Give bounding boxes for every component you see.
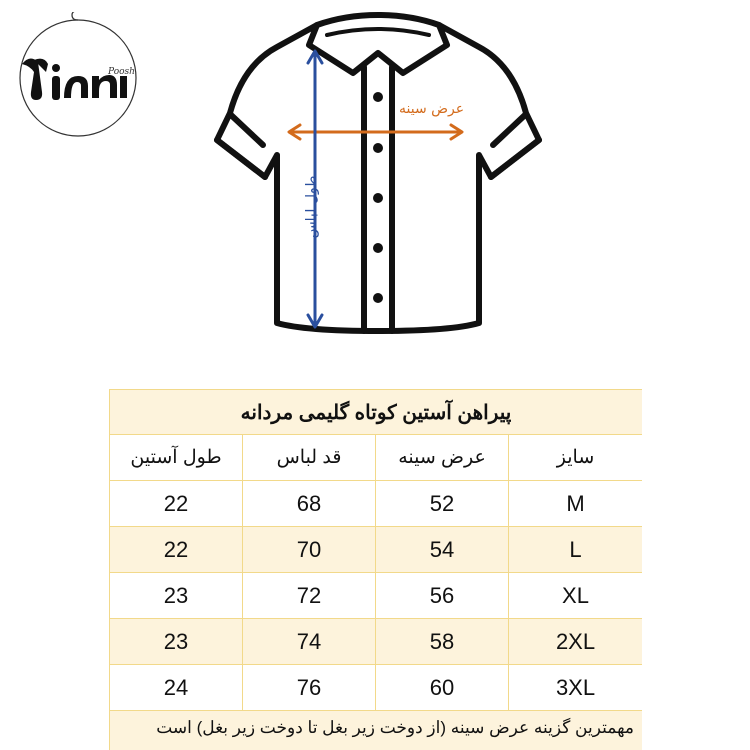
length-cell: 74	[243, 619, 376, 665]
chest-cell: 54	[376, 527, 509, 573]
sleeve-cell: 23	[110, 573, 243, 619]
button-icon	[373, 193, 383, 203]
sleeve-cell: 22	[110, 527, 243, 573]
logo-graphic	[12, 12, 144, 140]
table-row	[110, 619, 643, 665]
sleeve-cell: 24	[110, 665, 243, 711]
logo-tag: Poosh	[108, 67, 135, 77]
table-row	[110, 481, 643, 527]
button-icon	[373, 243, 383, 253]
chest-width-label: عرض سینه	[399, 101, 465, 117]
chest-cell: 56	[376, 573, 509, 619]
table-title: پیراهن آستین کوتاه گلیمی مردانه	[110, 390, 643, 435]
size-cell: 2XL	[509, 619, 642, 665]
chest-cell: 60	[376, 665, 509, 711]
column-header-sleeve: طول آستین	[110, 435, 243, 481]
button-icon	[373, 293, 383, 303]
size-cell: 3XL	[509, 665, 642, 711]
button-icon	[373, 92, 383, 102]
length-cell: 68	[243, 481, 376, 527]
button-icon	[373, 143, 383, 153]
shirt-diagram	[205, 5, 550, 340]
length-cell: 70	[243, 527, 376, 573]
table-header-row	[110, 435, 643, 481]
chest-cell: 58	[376, 619, 509, 665]
collar	[309, 15, 447, 73]
sleeve-cell: 23	[110, 619, 243, 665]
sleeve-cell: 22	[110, 481, 243, 527]
brand-logo	[12, 12, 144, 140]
size-cell: L	[509, 527, 642, 573]
column-header-chest: عرض سینه	[376, 435, 509, 481]
shirt-buttons	[373, 92, 383, 303]
table-note: مهمترین گزینه عرض سینه (از دوخت زیر بغل تا دوخت زیر بغل) است	[110, 711, 643, 750]
garment-length-label: طول لباس	[303, 175, 320, 239]
column-header-size: سایز	[509, 435, 642, 481]
size-cell: XL	[509, 573, 642, 619]
chest-cell: 52	[376, 481, 509, 527]
table-row	[110, 665, 643, 711]
size-table	[109, 389, 642, 750]
logo-wordmark	[22, 58, 127, 100]
length-cell: 76	[243, 665, 376, 711]
size-cell: M	[509, 481, 642, 527]
column-header-length: قد لباس	[243, 435, 376, 481]
table-row	[110, 573, 643, 619]
table-row	[110, 527, 643, 573]
hanger-hook-icon	[72, 12, 78, 20]
length-cell: 72	[243, 573, 376, 619]
